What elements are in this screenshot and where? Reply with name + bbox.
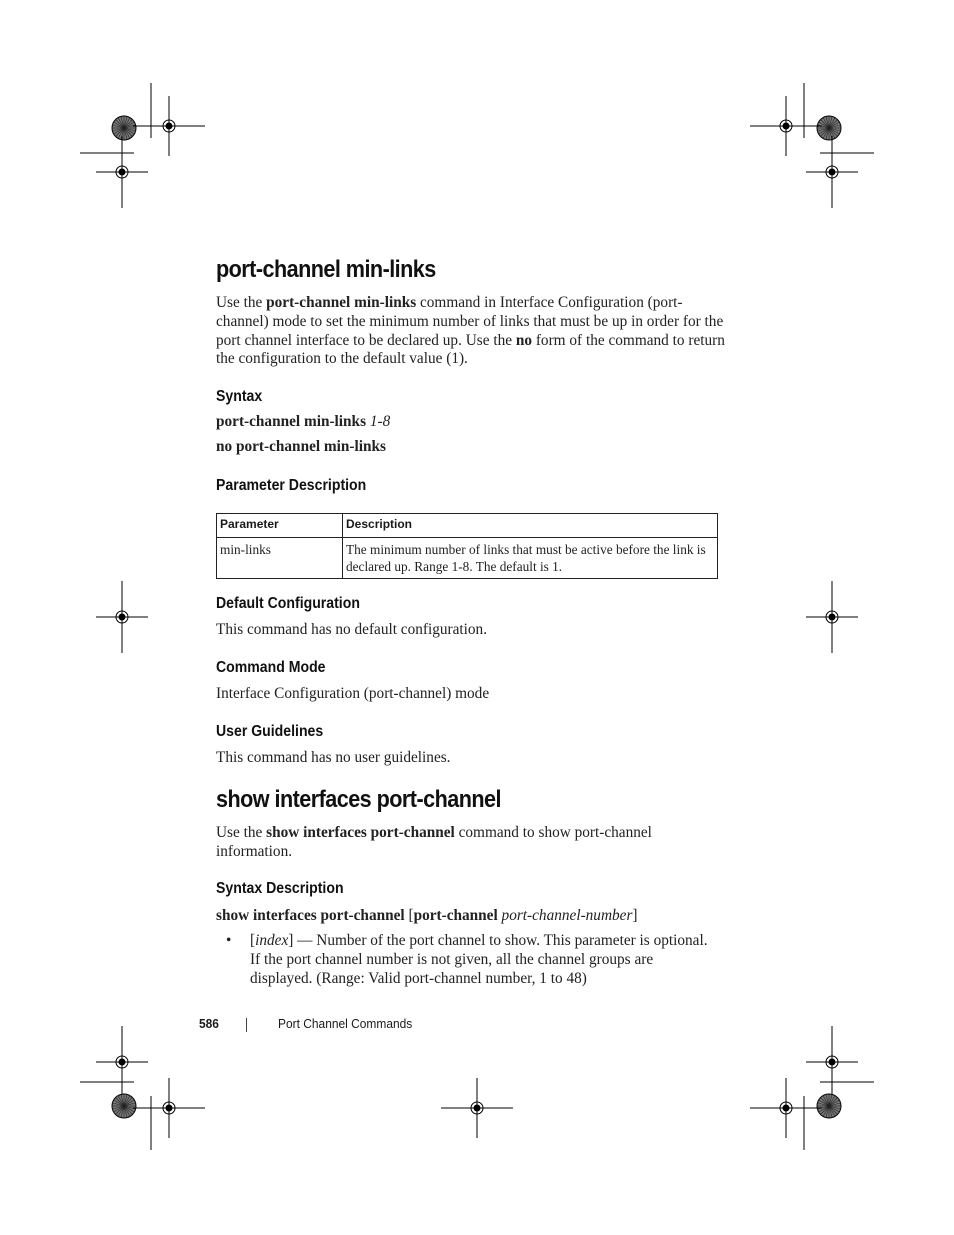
- syntax-line: show interfaces port-channel [port-channel port-channel-number]: [216, 907, 638, 924]
- registration-starburst: [112, 1094, 136, 1118]
- table-cell-description: The minimum number of links that must be active before the link is declared up. Range 1-8. The default is 1.: [343, 538, 718, 579]
- user-guidelines-heading: User Guidelines: [216, 723, 324, 740]
- registration-crosshair: [96, 136, 148, 208]
- syntax-heading: Syntax: [216, 388, 263, 405]
- registration-crosshair: [133, 1078, 205, 1138]
- section-title-port-channel-min-links: port-channel min-links: [216, 256, 436, 283]
- registration-crosshair: [750, 96, 822, 156]
- registration-crosshair: [750, 1078, 822, 1138]
- registration-crosshair: [96, 1026, 148, 1098]
- registration-crosshair: [96, 581, 148, 653]
- bullet-item: [index] — Number of the port channel to show. This parameter is optional. If the port channel number is not given, all the channel groups are displayed. (Range: Valid port-channel number, 1 to 48): [250, 932, 708, 987]
- default-configuration-text: This command has no default configuration.: [216, 621, 488, 638]
- footer-chapter-title: Port Channel Commands: [278, 1016, 413, 1031]
- syntax-line-2: no port-channel min-links: [216, 438, 386, 455]
- bullet-mark: •: [226, 932, 232, 949]
- command-mode-heading: Command Mode: [216, 659, 326, 676]
- command-mode-text: Interface Configuration (port-channel) mode: [216, 685, 490, 702]
- table-cell-parameter: min-links: [217, 538, 343, 579]
- registration-crosshair: [133, 96, 205, 156]
- registration-crosshair: [806, 581, 858, 653]
- table-header-description: Description: [343, 514, 718, 538]
- syntax-description-heading: Syntax Description: [216, 880, 344, 897]
- section-title-show-interfaces-port-channel: show interfaces port-channel: [216, 786, 501, 813]
- table-row: [217, 538, 718, 579]
- syntax-line-1: port-channel min-links 1-8: [216, 413, 391, 430]
- registration-starburst: [817, 116, 841, 140]
- table-header-row: [217, 514, 718, 538]
- intro-paragraph: Use the port-channel min-links command in Interface Configuration (port-channel) mode to set the minimum number of links that must be up in order for the port channel interface to be declared up. Use the no form of the command to return the configuration to the default value (1).: [216, 294, 725, 368]
- registration-starburst: [817, 1094, 841, 1118]
- page-number: 586: [199, 1016, 219, 1031]
- intro-paragraph-2: Use the show interfaces port-channel command to show port-channel information.: [216, 824, 652, 860]
- user-guidelines-text: This command has no user guidelines.: [216, 749, 451, 766]
- registration-crosshair: [441, 1078, 513, 1138]
- registration-crosshair: [806, 1026, 858, 1098]
- registration-crosshair: [806, 136, 858, 208]
- registration-starburst: [112, 116, 136, 140]
- parameter-table: [216, 513, 718, 579]
- parameter-description-heading: Parameter Description: [216, 477, 367, 494]
- table-header-parameter: Parameter: [217, 514, 343, 538]
- footer-divider: [246, 1018, 247, 1032]
- default-configuration-heading: Default Configuration: [216, 595, 360, 612]
